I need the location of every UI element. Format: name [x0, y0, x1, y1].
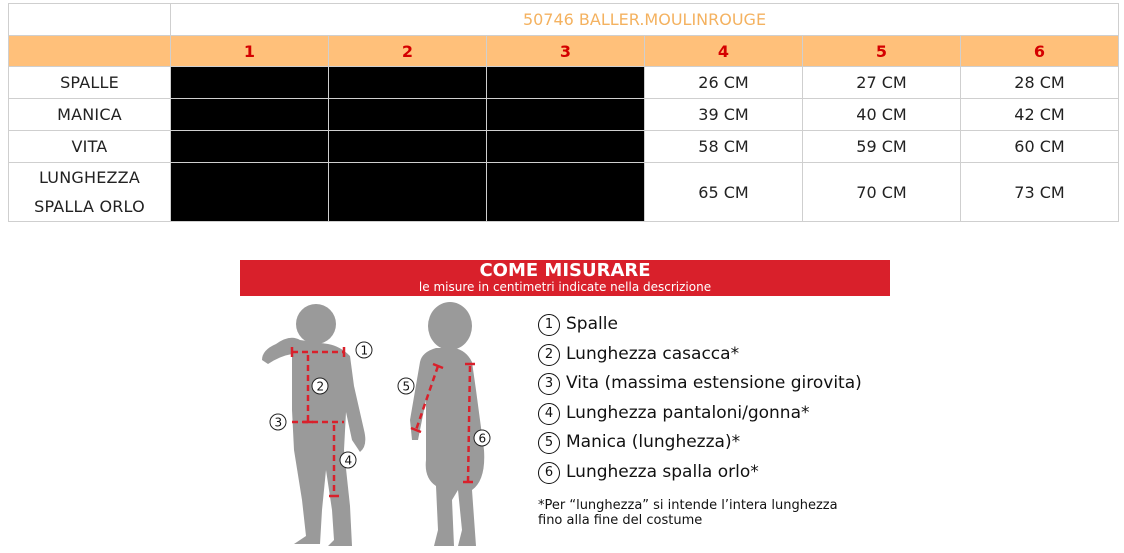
measure-cell: 42 CM: [961, 99, 1119, 131]
measurement-figures: [240, 300, 530, 550]
length-footnote: *Per “lunghezza” si intende l’intera lunghezza fino alla fine del costume: [538, 498, 838, 528]
legend-text: Lunghezza spalla orlo*: [566, 461, 759, 482]
legend-text: Spalle: [566, 314, 618, 334]
legend-number: 5: [538, 432, 560, 454]
legend-item: [538, 399, 862, 429]
size-header: 1: [171, 36, 329, 67]
table-row: [9, 131, 1119, 163]
svg-text:6: 6: [478, 431, 487, 446]
legend-number: 1: [538, 314, 560, 336]
measurement-legend: [538, 310, 862, 487]
svg-text:3: 3: [274, 415, 283, 430]
legend-text: Manica (lunghezza)*: [566, 432, 741, 452]
svg-text:4: 4: [344, 453, 353, 468]
measure-cell: 28 CM: [961, 67, 1119, 99]
measure-cell: 65 CM: [645, 163, 803, 222]
legend-text: Lunghezza pantaloni/gonna*: [566, 402, 810, 423]
row-label-line: LUNGHEZZA: [38, 168, 140, 187]
measure-cell: 40 CM: [803, 99, 961, 131]
legend-number: 6: [538, 462, 560, 484]
unavailable-cell: [487, 99, 645, 131]
unavailable-cell: [171, 67, 329, 99]
corner-cell: [9, 4, 171, 36]
legend-item: [538, 310, 862, 340]
banner-subtitle: le misure in centimetri indicate nella descrizione: [418, 280, 712, 294]
table-row: [9, 163, 1119, 222]
row-label: VITA: [9, 131, 171, 163]
how-to-measure-panel: [240, 260, 890, 550]
table-row: [9, 67, 1119, 99]
how-to-measure-banner: [240, 260, 890, 296]
unavailable-cell: [487, 131, 645, 163]
size-header-corner: [9, 36, 171, 67]
unavailable-cell: [329, 163, 487, 222]
unavailable-cell: [329, 67, 487, 99]
table-row: [9, 99, 1119, 131]
measure-cell: 70 CM: [803, 163, 961, 222]
unavailable-cell: [171, 163, 329, 222]
size-table: [8, 3, 1119, 222]
unavailable-cell: [329, 131, 487, 163]
banner-title: COME MISURARE: [479, 260, 651, 281]
svg-text:5: 5: [402, 379, 411, 394]
unavailable-cell: [487, 163, 645, 222]
legend-number: 3: [538, 373, 560, 395]
unavailable-cell: [329, 99, 487, 131]
unavailable-cell: [171, 99, 329, 131]
legend-item: [538, 340, 862, 370]
measure-cell: 26 CM: [645, 67, 803, 99]
product-title: 50746 BALLER.MOULINROUGE: [171, 4, 1119, 36]
row-label: MANICA: [9, 99, 171, 131]
measure-cell: 39 CM: [645, 99, 803, 131]
measure-cell: 27 CM: [803, 67, 961, 99]
title-row: [9, 4, 1119, 36]
legend-item: [538, 369, 862, 399]
legend-number: 2: [538, 344, 560, 366]
size-header: 4: [645, 36, 803, 67]
legend-item: [538, 458, 862, 488]
child-side-figure-icon: [410, 302, 484, 546]
svg-text:1: 1: [360, 343, 369, 358]
unavailable-cell: [171, 131, 329, 163]
size-header: 5: [803, 36, 961, 67]
measure-cell: 73 CM: [961, 163, 1119, 222]
row-label-line: SPALLA ORLO: [34, 197, 145, 216]
legend-number: 4: [538, 403, 560, 425]
measure-cell: 59 CM: [803, 131, 961, 163]
row-label: SPALLE: [9, 67, 171, 99]
legend-text: Vita (massima estensione girovita): [566, 373, 862, 393]
size-header: 3: [487, 36, 645, 67]
legend-item: [538, 428, 862, 458]
row-label: [9, 163, 171, 222]
measure-cell: 60 CM: [961, 131, 1119, 163]
legend-text: Lunghezza casacca*: [566, 343, 740, 364]
size-header: 6: [961, 36, 1119, 67]
size-header-row: [9, 36, 1119, 67]
svg-text:2: 2: [316, 379, 325, 394]
size-header: 2: [329, 36, 487, 67]
measure-cell: 58 CM: [645, 131, 803, 163]
unavailable-cell: [487, 67, 645, 99]
